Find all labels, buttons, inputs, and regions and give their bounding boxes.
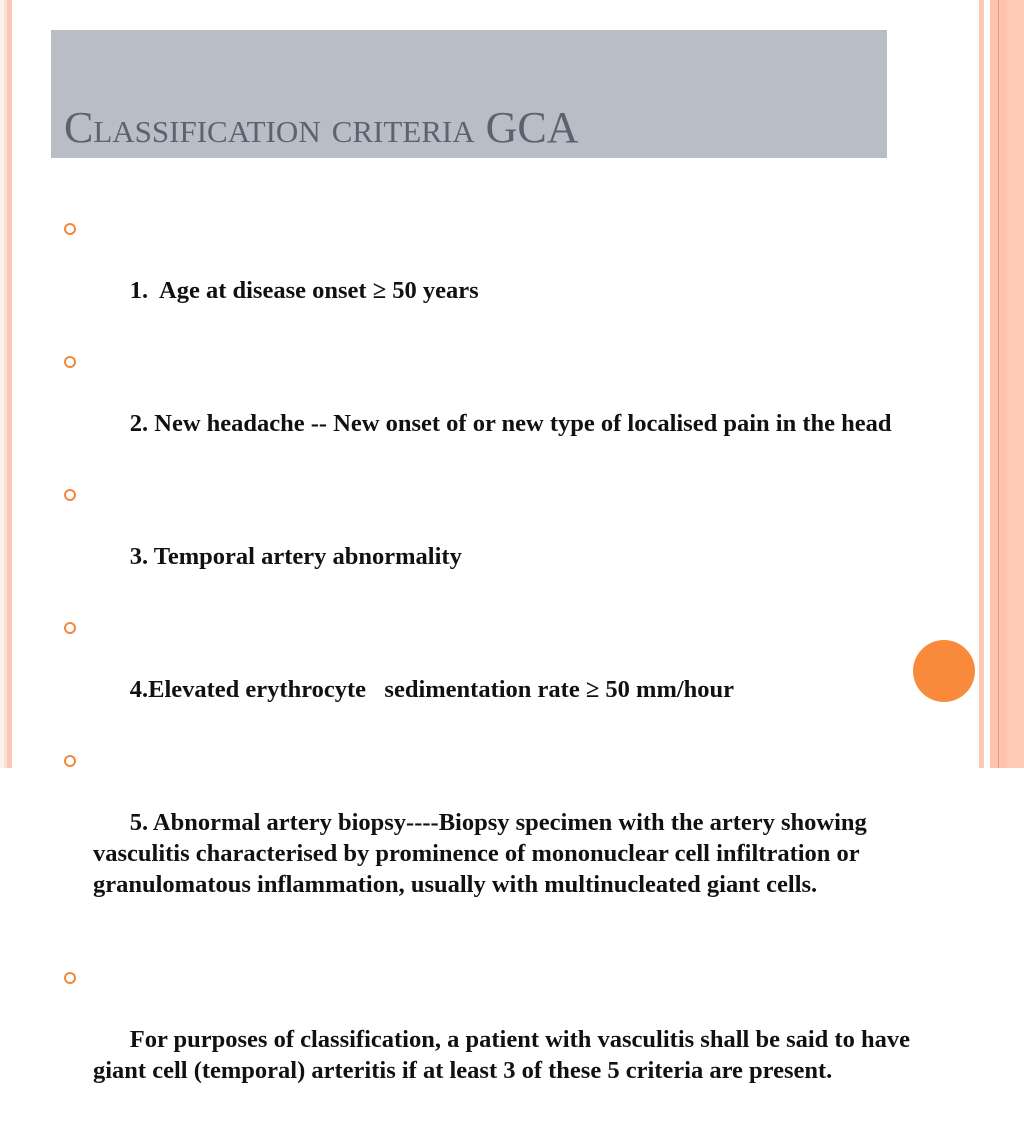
bullet-item [62, 479, 962, 603]
bullet-item [62, 346, 962, 470]
hollow-circle-bullet-icon [64, 489, 76, 501]
bullet-item [62, 745, 962, 931]
bullet-item-conclusion [62, 962, 962, 1117]
bullet-item [62, 213, 962, 337]
hollow-circle-bullet-icon [64, 622, 76, 634]
right-edge-stripe [999, 0, 1007, 768]
hollow-circle-bullet-icon [64, 755, 76, 767]
right-edge-stripe [990, 0, 998, 768]
hollow-circle-bullet-icon [64, 223, 76, 235]
bullet-text: For purposes of classification, a patient with vasculitis shall be said to have giant cell (temporal) arteritis if at least 3 of these 5 criteria are present. [93, 1026, 917, 1084]
hollow-circle-bullet-icon [64, 972, 76, 984]
slide-title: Classification criteria GCA [64, 103, 579, 152]
left-edge-stripe [7, 0, 12, 768]
bullet-text: 3. Temporal artery abnormality [129, 543, 462, 570]
bullet-text: 4.Elevated erythrocyte sedimentation rate ≥ 50 mm/hour [129, 676, 735, 703]
decorative-orange-circle [913, 640, 975, 702]
bullet-text: 2. New headache -- New onset of or new type of localised pain in the head [129, 410, 892, 437]
right-edge-stripe [1007, 0, 1024, 768]
hollow-circle-bullet-icon [64, 356, 76, 368]
bullet-text: 5. Abnormal artery biopsy----Biopsy specimen with the artery showing vasculitis characterised by prominence of mononuclear cell infiltration or granulomatous inflammation, usually with multinucleated giant cells. [93, 809, 873, 898]
bullet-text: 1. Age at disease onset ≥ 50 years [129, 277, 479, 304]
bullet-list [62, 213, 962, 1126]
title-box [51, 30, 887, 158]
bullet-item [62, 612, 962, 736]
